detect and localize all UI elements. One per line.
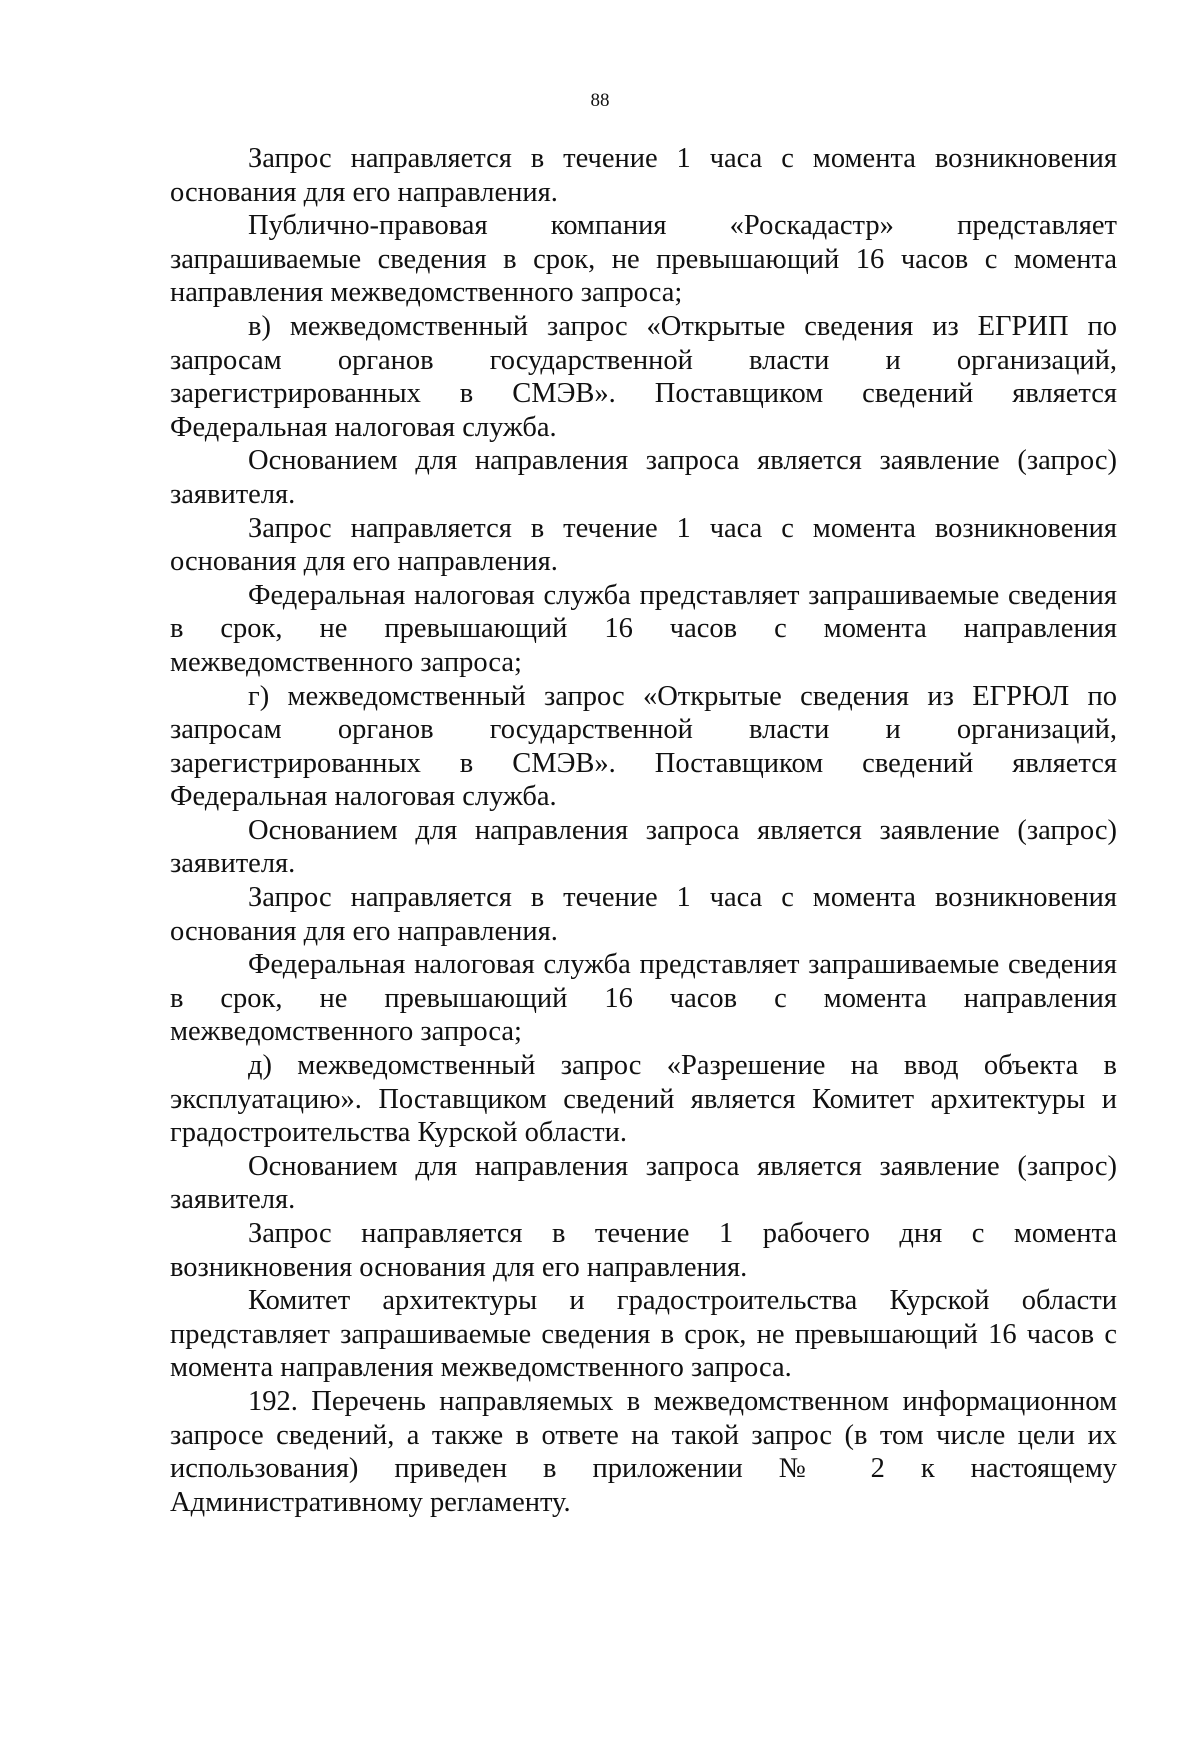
paragraph: Запрос направляется в течение 1 часа с момента возникновения основания для его направления. [170, 143, 1117, 208]
paragraph: Публично-правовая компания «Роскадастр» представляет запрашиваемые сведения в срок, не превышающий 16 часов с момента направления межведомственного запроса; [170, 210, 1117, 309]
paragraph: Основанием для направления запроса является заявление (запрос) заявителя. [170, 445, 1117, 510]
paragraph: д) межведомственный запрос «Разрешение на ввод объекта в эксплуатацию». Поставщиком сведений является Комитет архитектуры и градостроительства Курской области. [170, 1050, 1117, 1149]
paragraph: 192. Перечень направляемых в межведомственном информационном запросе сведений, а также в ответе на такой запрос (в том числе цели их использования) приведен в приложении № 2 к настоящему Административному регламенту. [170, 1385, 1117, 1518]
paragraph: Комитет архитектуры и градостроительства Курской области представляет запрашиваемые сведения в срок, не превышающий 16 часов с момента направления межведомственного запроса. [170, 1285, 1117, 1384]
paragraph: г) межведомственный запрос «Открытые сведения из ЕГРЮЛ по запросам органов государственной власти и организаций, зарегистрированных в СМЭВ». Поставщиком сведений является Федеральная налоговая служба. [170, 680, 1117, 813]
paragraph: в) межведомственный запрос «Открытые сведения из ЕГРИП по запросам органов государственной власти и организаций, зарегистрированных в СМЭВ». Поставщиком сведений является Федеральная налоговая служба. [170, 310, 1117, 443]
paragraph: Федеральная налоговая служба представляет запрашиваемые сведения в срок, не превышающий 16 часов с момента направления межведомственного запроса; [170, 949, 1117, 1048]
paragraph: Основанием для направления запроса является заявление (запрос) заявителя. [170, 1150, 1117, 1216]
page-number: 88 [590, 90, 610, 111]
paragraph: Запрос направляется в течение 1 рабочего дня с момента возникновения основания для его направления. [170, 1218, 1117, 1283]
paragraph: Запрос направляется в течение 1 часа с момента возникновения основания для его направления. [170, 512, 1117, 578]
paragraph: Основанием для направления запроса является заявление (запрос) заявителя. [170, 814, 1117, 880]
document-body [170, 142, 1117, 1519]
paragraph: Федеральная налоговая служба представляет запрашиваемые сведения в срок, не превышающий 16 часов с момента направления межведомственного запроса; [170, 579, 1117, 678]
paragraph: Запрос направляется в течение 1 часа с момента возникновения основания для его направления. [170, 882, 1117, 947]
